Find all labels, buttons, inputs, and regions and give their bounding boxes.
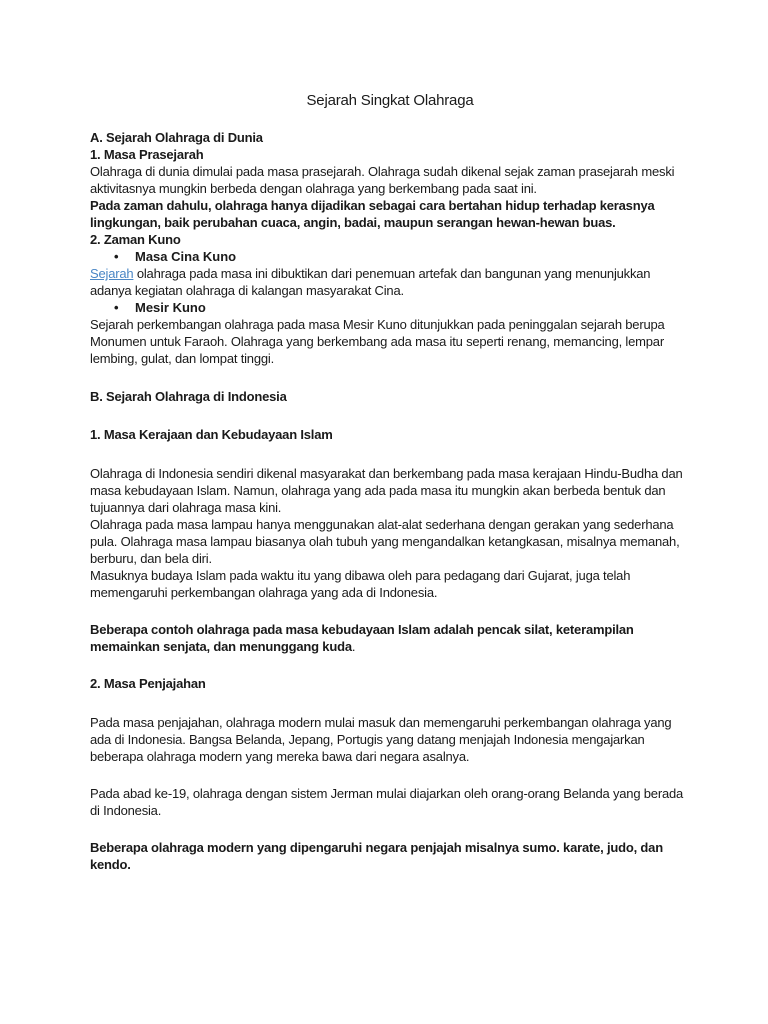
section-a-sub2: 2. Zaman Kuno bbox=[90, 232, 181, 247]
section-a-paragraph-3 bbox=[90, 265, 690, 299]
paragraph-bold-text: Beberapa contoh olahraga pada masa kebudayaan Islam adalah pencak silat, keterampilan memainkan senjata, dan menunggang kuda bbox=[90, 622, 634, 654]
bullet-item-mesir bbox=[90, 299, 690, 316]
bullet-label: Masa Cina Kuno bbox=[135, 249, 237, 264]
paragraph-text: olahraga pada masa ini dibuktikan dari penemuan artefak dan bangunan yang menunjukkan adanya kegiatan olahraga di kalangan masyarakat Cina. bbox=[90, 266, 651, 298]
section-b-sub2: 2. Masa Penjajahan bbox=[90, 676, 206, 691]
paragraph-end: . bbox=[351, 639, 356, 654]
section-a-paragraph-1: Olahraga di dunia dimulai pada masa prasejarah. Olahraga sudah dikenal sejak zaman prasejarah meski aktivitasnya mungkin berbeda dengan olahraga yang berkembang pada saat ini. bbox=[90, 164, 675, 196]
bullet-icon: • bbox=[114, 300, 119, 315]
sejarah-link[interactable]: Sejarah bbox=[90, 266, 134, 281]
section-b-heading: B. Sejarah Olahraga di Indonesia bbox=[90, 389, 287, 404]
section-b-paragraph-2: Olahraga pada masa lampau hanya menggunakan alat-alat sederhana dengan gerakan yang sederhana pula. Olahraga masa lampau biasanya olah tubuh yang mengandalkan ketangkasan, misalnya memanah, berburu, dan bela diri. bbox=[90, 517, 680, 566]
bullet-label: Mesir Kuno bbox=[135, 300, 206, 315]
bullet-item-cina bbox=[90, 248, 690, 265]
section-b-paragraph-5: Pada masa penjajahan, olahraga modern mulai masuk dan memengaruhi perkembangan olahraga yang ada di Indonesia. Bangsa Belanda, Jepang, Portugis yang datang menjajah Indonesia mengajarkan beberapa olahraga modern yang mereka bawa dari negara asalnya. bbox=[90, 715, 672, 764]
section-b-paragraph-4 bbox=[90, 621, 690, 655]
section-b-paragraph-1: Olahraga di Indonesia sendiri dikenal masyarakat dan berkembang pada masa kerajaan Hindu-Budha dan masa kebudayaan Islam. Namun, olahraga yang ada pada masa itu mungkin akan berbeda bentuk dan tujuannya dari olahraga masa kini. bbox=[90, 466, 683, 515]
section-b-paragraph-3: Masuknya budaya Islam pada waktu itu yang dibawa oleh para pedagang dari Gujarat, juga telah memengaruhi perkembangan olahraga yang ada di Indonesia. bbox=[90, 568, 631, 600]
section-b-paragraph-6: Pada abad ke-19, olahraga dengan sistem Jerman mulai diajarkan oleh orang-orang Belanda yang berada di Indonesia. bbox=[90, 786, 684, 818]
page-title: Sejarah Singkat Olahraga bbox=[306, 92, 474, 109]
section-a-sub1: 1. Masa Prasejarah bbox=[90, 147, 204, 162]
section-a-heading: A. Sejarah Olahraga di Dunia bbox=[90, 130, 263, 145]
section-a-paragraph-2: Pada zaman dahulu, olahraga hanya dijadikan sebagai cara bertahan hidup terhadap kerasnya lingkungan, baik perubahan cuaca, angin, badai, maupun serangan hewan-hewan buas. bbox=[90, 198, 655, 230]
section-b-paragraph-7: Beberapa olahraga modern yang dipengaruhi negara penjajah misalnya sumo. karate, judo, dan kendo. bbox=[90, 840, 663, 872]
section-b-sub1: 1. Masa Kerajaan dan Kebudayaan Islam bbox=[90, 427, 333, 442]
bullet-icon: • bbox=[114, 249, 119, 264]
document-body bbox=[90, 92, 690, 873]
section-a-paragraph-4: Sejarah perkembangan olahraga pada masa Mesir Kuno ditunjukkan pada peninggalan sejarah berupa Monumen untuk Faraoh. Olahraga yang berkembang ada masa itu seperti renang, memancing, lempar lembing, gulat, dan lompat tinggi. bbox=[90, 317, 665, 366]
